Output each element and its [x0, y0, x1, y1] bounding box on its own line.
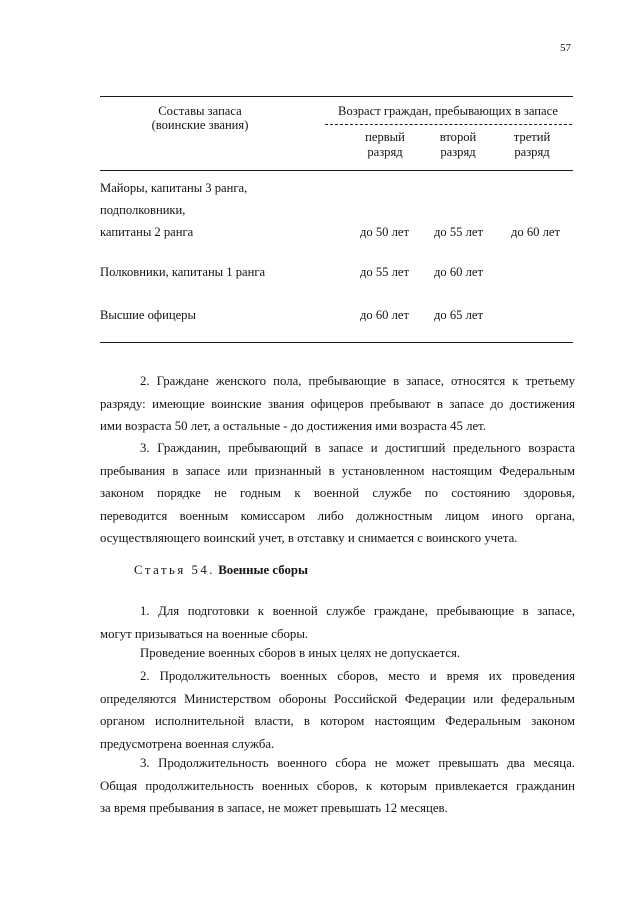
paragraph-line: разряду: имеющие воинские звания офицеров пребывают в запасе до достижения: [100, 396, 575, 411]
page-number: 57: [560, 42, 571, 54]
paragraph-line: 3. Гражданин, пребывающий в запасе и достигший предельного возраста: [140, 441, 575, 455]
table-row-label: Высшие офицеры: [100, 308, 196, 322]
table-cell: до 60 лет: [434, 265, 483, 279]
table-row-label: подполковники,: [100, 203, 186, 217]
paragraph-line: могут призываться на военные сборы.: [100, 626, 309, 641]
paragraph-line: законом порядке не годным к военной службе по состоянию здоровья,: [100, 486, 575, 500]
table-subheader-second-line1: второй: [439, 130, 477, 144]
article-paragraph-3: [100, 752, 575, 820]
table-subheader-second-line2: разряд: [440, 145, 476, 159]
table-group-header: Возраст граждан, пребывающих в запасе: [338, 104, 558, 118]
article-paragraph-1b: [100, 642, 575, 665]
article-number: Статья 54.: [134, 563, 215, 577]
paragraph-line: 3. Продолжительность военного сбора не может превышать два месяца.: [140, 756, 575, 770]
paragraph-line: Общая продолжительность военных сборов, к которым привлекается гражданин: [100, 778, 575, 793]
table-header-rule: [100, 170, 573, 171]
article-paragraph-2: [100, 665, 575, 755]
paragraph-line: за время пребывания в запасе, не может превышать 12 месяцев.: [100, 801, 448, 815]
table-cell: до 55 лет: [434, 225, 483, 239]
table-row-label: капитаны 2 ранга: [100, 225, 194, 239]
table-subheader-first-line2: разряд: [367, 145, 403, 159]
table-col1-header-line1: Составы запаса: [158, 104, 242, 118]
paragraph-line: 1. Для подготовки к военной службе граждане, пребывающие в запасе,: [140, 604, 575, 618]
paragraph-line: переводится военным комиссаром либо должностным лицом иного органа,: [100, 508, 575, 523]
table-cell: до 65 лет: [434, 308, 483, 322]
article-paragraph-1: [100, 600, 575, 645]
table-row-label: Полковники, капитаны 1 ранга: [100, 265, 266, 279]
table-col1-header-line2: (воинские звания): [151, 118, 249, 132]
table-subheader-third-line2: разряд: [514, 145, 550, 159]
table-subheader-first-line1: первый: [365, 130, 405, 144]
table-cell: до 60 лет: [360, 308, 409, 322]
table-row-label: Майоры, капитаны 3 ранга,: [100, 181, 248, 195]
table-subheader-third-line1: третий: [513, 130, 551, 144]
table-bottom-rule: [100, 342, 573, 343]
paragraph-age-limit: [100, 437, 575, 550]
paragraph-line: органом исполнительной власти, в котором настоящим Федеральным законом: [100, 714, 575, 728]
paragraph-line: 2. Продолжительность военных сборов, место и время их проведения: [140, 669, 575, 683]
table-cell: до 50 лет: [360, 225, 409, 239]
table-cell: до 60 лет: [511, 225, 560, 239]
paragraph-line: определяются Министерством обороны Российской Федерации или федеральным: [100, 691, 575, 706]
table-group-dashed-rule: [325, 124, 572, 125]
article-title: Военные сборы: [218, 563, 308, 577]
paragraph-line: осуществляющего воинский учет, в отставку и снимается с воинского учета.: [100, 531, 518, 545]
paragraph-line: ими возраста 50 лет, а остальные - до достижения ими возраста 45 лет.: [100, 419, 486, 433]
paragraph-line: пребывания в запасе или признанный в установленном настоящим Федеральным: [100, 463, 575, 478]
table-top-rule: [100, 96, 573, 97]
paragraph-line: Проведение военных сборов в иных целях не допускается.: [140, 646, 461, 660]
paragraph-women-reserve: [100, 370, 575, 438]
paragraph-line: предусмотрена военная служба.: [100, 736, 275, 751]
article-heading: [134, 563, 308, 578]
table-cell: до 55 лет: [360, 265, 409, 279]
paragraph-line: 2. Граждане женского пола, пребывающие в запасе, относятся к третьему: [140, 374, 575, 388]
